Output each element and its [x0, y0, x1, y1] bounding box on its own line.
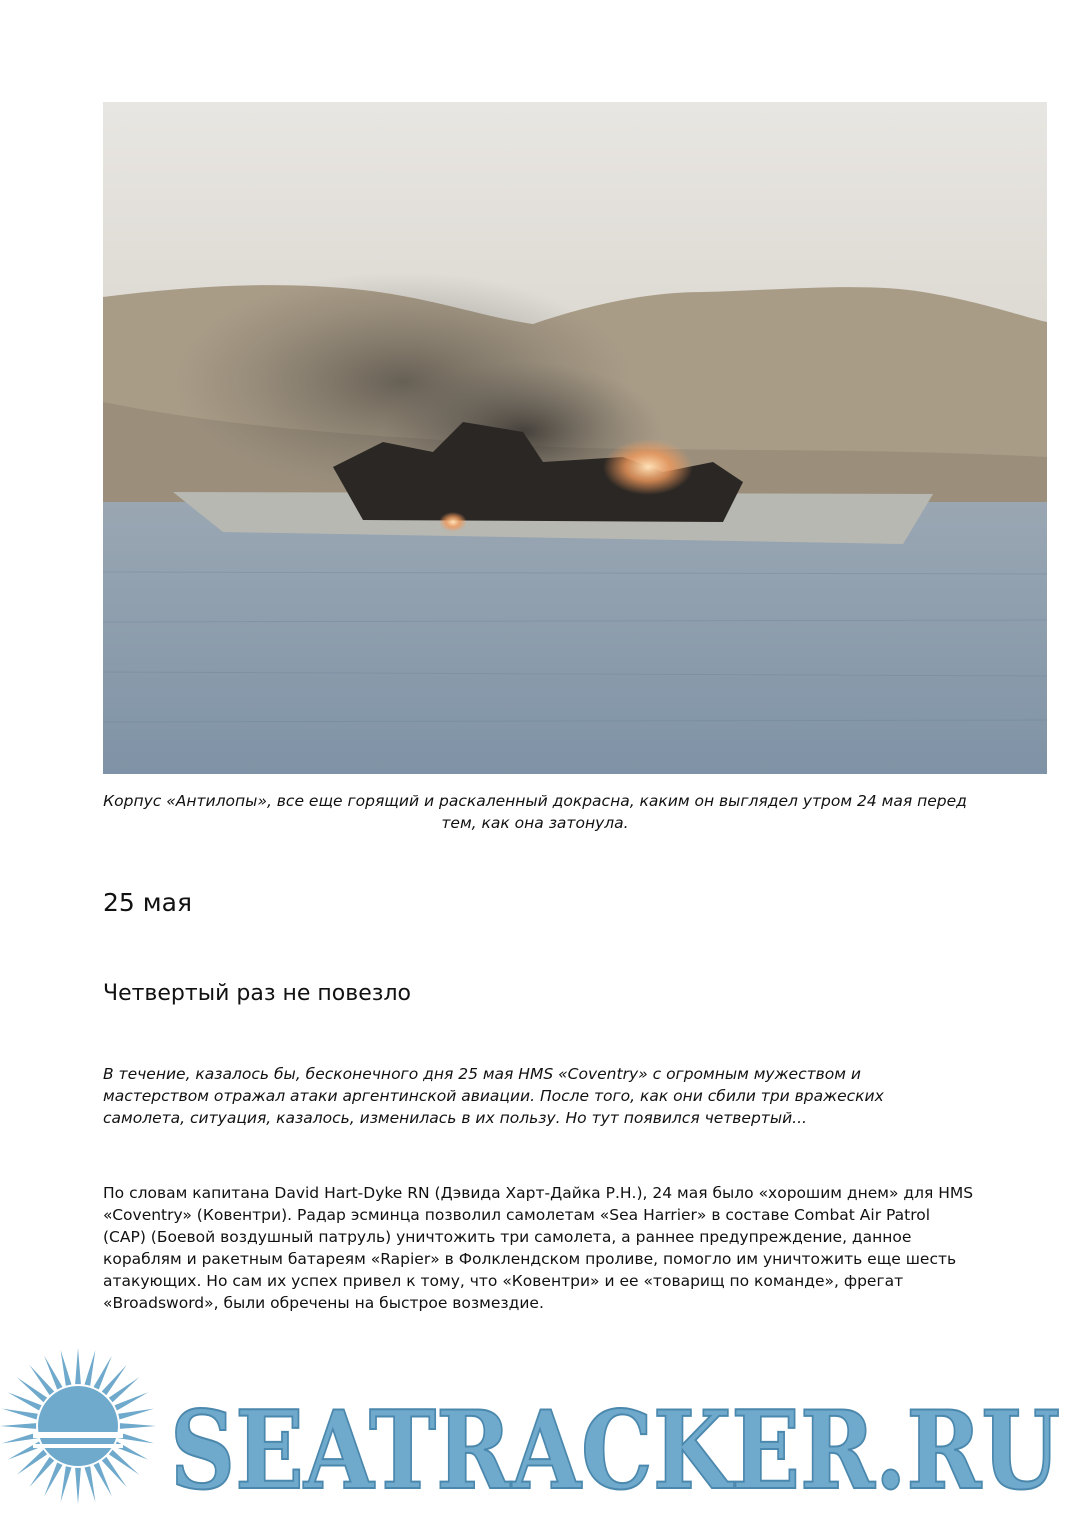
sun-ray [2, 1409, 38, 1420]
photo-sea [103, 502, 1047, 774]
sun-ray [85, 1350, 96, 1386]
sun-ray [118, 1433, 154, 1444]
sun-ray [118, 1409, 154, 1420]
sun-ray [85, 1466, 96, 1502]
sun-ray [61, 1350, 72, 1386]
photo-fire [603, 439, 693, 495]
lead-paragraph: В течение, казалось бы, бесконечного дня 25 мая HMS «Coventry» с огромным мужеством и мастерством отражал атаки аргентинской авиации. После того, как они сбили три вражеских самолета, ситуация, казалось, изменилась в их пользу. Но тут появился четвертый... [103, 1065, 884, 1127]
photo-fire [439, 512, 467, 532]
watermark [0, 1348, 1080, 1515]
date-heading: 25 мая [103, 888, 192, 917]
sun-ray [61, 1466, 72, 1502]
sun-ray [75, 1348, 81, 1384]
sun-over-sea-icon [0, 1348, 156, 1504]
sun-ray [2, 1433, 38, 1444]
sun-ray [75, 1468, 81, 1504]
body-paragraph: По словам капитана David Hart-Dyke RN (Дэвида Харт-Дайка Р.Н.), 24 мая было «хорошим днем» для HMS «Coventry» (Ковентри). Радар эсминца позволил самолетам «Sea Harrier» в составе Combat Air Patrol (CAP) (Боевой воздушный патруль) уничтожить три самолета, а раннее предупреждение, данное кораблям и ракетным батареям «Rapier» в Фолклендском проливе, помогло им уничтожить еще шесть атакующих. Но сам их успех привел к тому, что «Ковентри» и ее «товарищ по команде», фрегат «Broadsword», были обречены на быстрое возмездие. [103, 1184, 974, 1312]
ship-photo [103, 102, 1047, 774]
article-title: Четвертый раз не повезло [103, 981, 411, 1006]
watermark-text: SEATRACKER.RU [170, 1388, 1060, 1514]
sun-ray [120, 1423, 156, 1429]
sun-ray [0, 1423, 36, 1429]
photo-caption: Корпус «Антилопы», все еще горящий и раскаленный докрасна, каким он выглядел утром 24 мая перед тем, как она затонула. [103, 792, 967, 832]
